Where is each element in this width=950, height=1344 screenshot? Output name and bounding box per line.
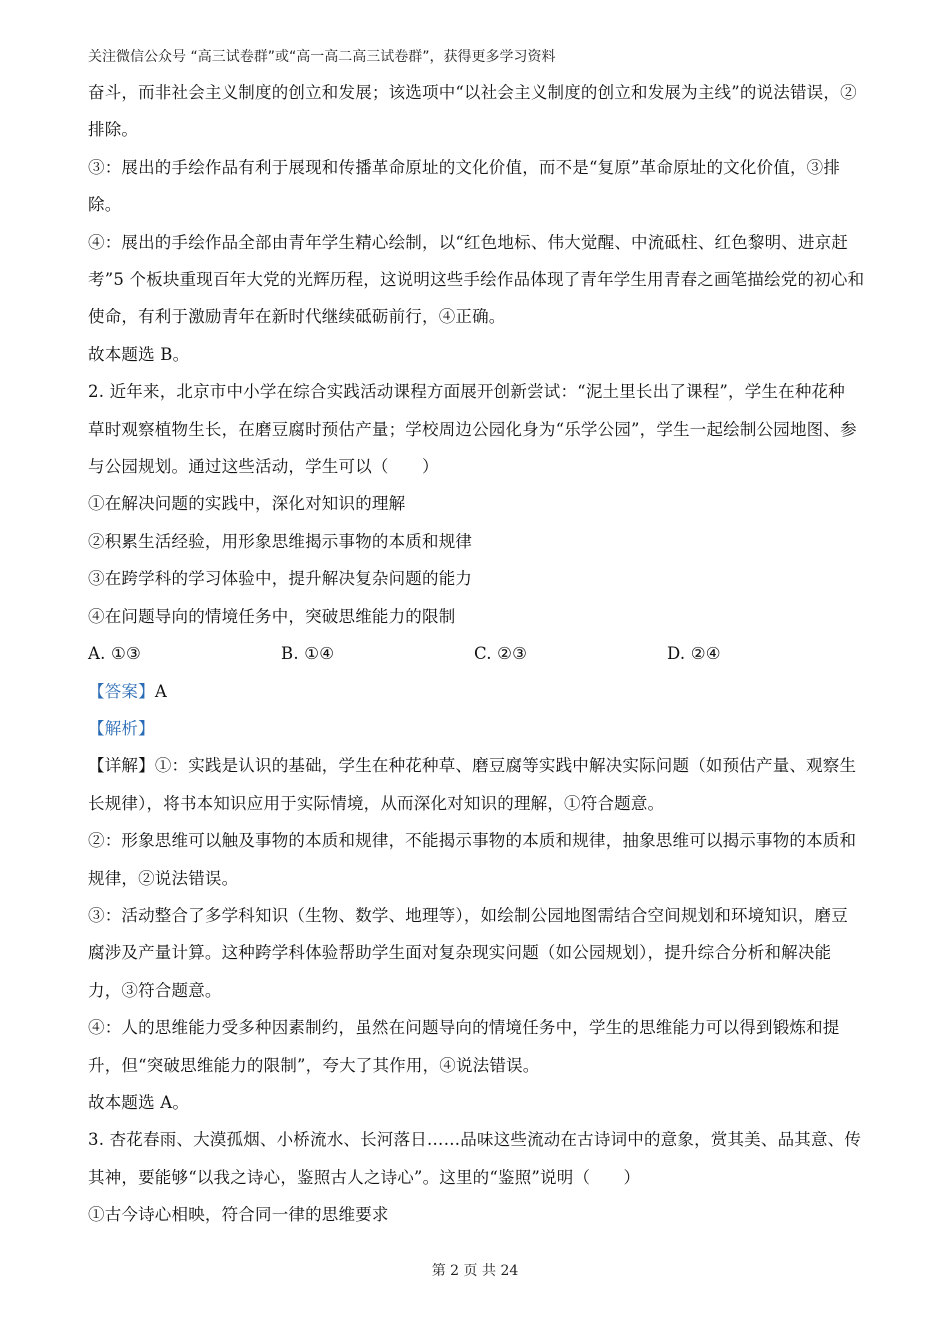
text-line: 草时观察植物生长，在磨豆腐时预估产量；学校周边公园化身为“乐学公园”，学生一起绘制公园地图、参 <box>88 419 857 439</box>
answer-tag: 【答案】 <box>88 681 155 701</box>
answer-line <box>88 673 866 710</box>
text-line: 规律，②说法错误。 <box>88 868 239 888</box>
statement-3: ③在跨学科的学习体验中，提升解决复杂问题的能力 <box>88 569 473 589</box>
page-header: 关注微信公众号 “高三试卷群”或“高一高二高三试卷群”，获得更多学习资料 <box>88 49 556 65</box>
detail-tag: 【详解】 <box>88 756 155 776</box>
text-line: 排除。 <box>88 120 139 140</box>
text-line: 故本题选 A。 <box>88 1092 190 1112</box>
text-line: 其神，要能够“以我之诗心，鉴照古人之诗心”。这里的“鉴照”说明（ ） <box>88 1167 641 1187</box>
text-line: 与公园规划。通过这些活动，学生可以（ ） <box>88 457 439 477</box>
question-2-stem: 2. 近年来，北京市中小学在综合实践活动课程方面展开创新尝试：“泥土里长出了课程”，学生在种花种 <box>88 382 845 402</box>
text-line: ②：形象思维可以触及事物的本质和规律，不能揭示事物的本质和规律，抽象思维可以揭示事物的本质和 <box>88 831 857 851</box>
text-line: 升，但“突破思维能力的限制”，夸大了其作用，④说法错误。 <box>88 1055 540 1075</box>
option-d: D. ②④ <box>667 644 721 664</box>
text-line: 除。 <box>88 195 122 215</box>
page-content <box>88 74 866 1234</box>
text-line: ③：活动整合了多学科知识（生物、数学、地理等），如绘制公园地图需结合空间规划和环境知识，磨豆 <box>88 905 848 925</box>
detail-line <box>88 747 866 784</box>
text-line: 考”5 个板块重现百年大党的光辉历程，这说明这些手绘作品体现了青年学生用青春之画笔描绘党的初心和 <box>88 270 865 290</box>
statement-1: ①古今诗心相映，符合同一律的思维要求 <box>88 1205 389 1225</box>
statement-1: ①在解决问题的实践中，深化对知识的理解 <box>88 494 406 514</box>
text-line: 故本题选 B。 <box>88 344 190 364</box>
answer-options <box>88 635 866 672</box>
statement-4: ④在问题导向的情境任务中，突破思维能力的限制 <box>88 606 456 626</box>
detail-first: ①：实践是认识的基础，学生在种花种草、磨豆腐等实践中解决实际问题（如预估产量、观察生 <box>154 756 857 776</box>
page-footer: 第 2 页 共 24 <box>431 1263 519 1279</box>
option-c: C. ②③ <box>474 644 528 664</box>
question-3-stem: 3. 杏花春雨、大漠孤烟、小桥流水、长河落日……品味这些流动在古诗词中的意象，赏其美、品其意、传 <box>88 1130 862 1150</box>
text-line: ③：展出的手绘作品有利于展现和传播革命原址的文化价值，而不是“复原”革命原址的文化价值，③排 <box>88 157 841 177</box>
statement-2: ②积累生活经验，用形象思维揭示事物的本质和规律 <box>88 531 473 551</box>
text-line: 奋斗，而非社会主义制度的创立和发展；该选项中“以社会主义制度的创立和发展为主线”的说法错误，② <box>88 83 857 102</box>
text-line: ④：人的思维能力受多种因素制约，虽然在问题导向的情境任务中，学生的思维能力可以得到锻炼和提 <box>88 1018 840 1038</box>
option-b: B. ①④ <box>281 644 335 664</box>
text-line: 腐涉及产量计算。这种跨学科体验帮助学生面对复杂现实问题（如公园规划），提升综合分析和解决能 <box>88 943 832 963</box>
text-line: 长规律），将书本知识应用于实际情境，从而深化对知识的理解，①符合题意。 <box>88 793 665 813</box>
answer-value: A <box>154 681 167 701</box>
option-a: A. ①③ <box>88 644 141 664</box>
text-line: 使命，有利于激励青年在新时代继续砥砺前行，④正确。 <box>88 307 506 327</box>
analysis-tag: 【解析】 <box>88 718 155 738</box>
text-line: ④：展出的手绘作品全部由青年学生精心绘制，以“红色地标、伟大觉醒、中流砥柱、红色黎明、进京赶 <box>88 232 849 252</box>
text-line: 力，③符合题意。 <box>88 980 222 1000</box>
